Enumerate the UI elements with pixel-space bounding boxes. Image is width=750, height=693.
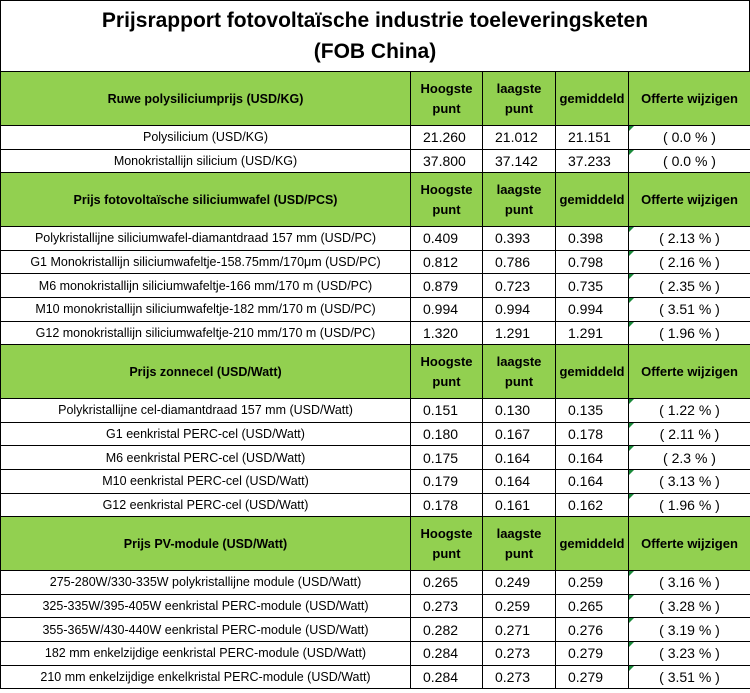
average-price-cell: 0.164 [556,469,629,493]
high-price-cell: 0.175 [411,446,483,470]
average-price-cell: 0.178 [556,422,629,446]
high-price-cell: 37.800 [411,149,483,173]
column-header-high: Hoogste punt [411,517,483,571]
section-heading: Prijs PV-module (USD/Watt) [1,517,411,571]
column-header-low: laagste punt [483,173,556,227]
price-change-cell: ( 0.0 % ) [629,149,750,173]
table-row [1,126,750,150]
section-heading: Prijs zonnecel (USD/Watt) [1,345,411,399]
price-change-cell: ( 2.11 % ) [629,422,750,446]
average-price-cell: 0.265 [556,594,629,618]
high-price-cell: 0.994 [411,297,483,321]
low-price-cell: 1.291 [483,321,556,345]
average-price-cell: 0.162 [556,493,629,517]
report-title-line2: (FOB China) [313,40,437,63]
price-change-cell: ( 1.96 % ) [629,321,750,345]
column-header-change: Offerte wijzigen [629,517,750,571]
high-price-cell: 0.179 [411,469,483,493]
table-row [1,321,750,345]
high-price-cell: 0.812 [411,250,483,274]
table-row [1,665,750,689]
section-heading: Ruwe polysiliciumprijs (USD/KG) [1,72,411,126]
price-change-cell: ( 1.96 % ) [629,493,750,517]
price-change-cell: ( 3.28 % ) [629,594,750,618]
product-label: 210 mm enkelzijdige enkelkristal PERC-module (USD/Watt) [1,665,411,689]
table-row [1,571,750,595]
column-header-high: Hoogste punt [411,345,483,399]
table-row [1,618,750,642]
low-price-cell: 0.994 [483,297,556,321]
column-header-average: gemiddeld [556,517,629,571]
product-label: G12 monokristallijn siliciumwafeltje-210 mm/170 m (USD/PC) [1,321,411,345]
column-header-low: laagste punt [483,345,556,399]
table-row [1,594,750,618]
column-header-average: gemiddeld [556,345,629,399]
low-price-cell: 0.786 [483,250,556,274]
table-row [1,250,750,274]
low-price-cell: 0.259 [483,594,556,618]
section-header-row [1,173,750,227]
low-price-cell: 0.249 [483,571,556,595]
high-price-cell: 21.260 [411,126,483,150]
column-header-average: gemiddeld [556,72,629,126]
table-row [1,469,750,493]
table-row [1,399,750,423]
table-row [1,493,750,517]
low-price-cell: 0.161 [483,493,556,517]
low-price-cell: 0.273 [483,641,556,665]
section-header-row [1,345,750,399]
average-price-cell: 0.735 [556,274,629,298]
column-header-average: gemiddeld [556,173,629,227]
high-price-cell: 0.273 [411,594,483,618]
low-price-cell: 0.273 [483,665,556,689]
high-price-cell: 1.320 [411,321,483,345]
product-label: Monokristallijn silicium (USD/KG) [1,149,411,173]
product-label: 355-365W/430-440W eenkristal PERC-module (USD/Watt) [1,618,411,642]
column-header-change: Offerte wijzigen [629,345,750,399]
column-header-change: Offerte wijzigen [629,173,750,227]
high-price-cell: 0.409 [411,227,483,251]
low-price-cell: 0.130 [483,399,556,423]
price-change-cell: ( 3.23 % ) [629,641,750,665]
average-price-cell: 0.279 [556,641,629,665]
high-price-cell: 0.282 [411,618,483,642]
average-price-cell: 0.135 [556,399,629,423]
product-label: Polysilicium (USD/KG) [1,126,411,150]
price-change-cell: ( 2.13 % ) [629,227,750,251]
column-header-change: Offerte wijzigen [629,72,750,126]
average-price-cell: 21.151 [556,126,629,150]
high-price-cell: 0.284 [411,665,483,689]
low-price-cell: 0.167 [483,422,556,446]
section-header-row [1,72,750,126]
table-row [1,641,750,665]
product-label: G12 eenkristal PERC-cel (USD/Watt) [1,493,411,517]
low-price-cell: 0.164 [483,469,556,493]
column-header-low: laagste punt [483,517,556,571]
average-price-cell: 1.291 [556,321,629,345]
low-price-cell: 0.393 [483,227,556,251]
high-price-cell: 0.178 [411,493,483,517]
low-price-cell: 21.012 [483,126,556,150]
average-price-cell: 0.259 [556,571,629,595]
column-header-high: Hoogste punt [411,173,483,227]
price-table [0,71,750,689]
product-label: M6 monokristallijn siliciumwafeltje-166 mm/170 m (USD/PC) [1,274,411,298]
low-price-cell: 0.723 [483,274,556,298]
low-price-cell: 0.271 [483,618,556,642]
product-label: G1 Monokristallijn siliciumwafeltje-158.75mm/170μm (USD/PC) [1,250,411,274]
product-label: Polykristallijne cel-diamantdraad 157 mm (USD/Watt) [1,399,411,423]
price-change-cell: ( 3.19 % ) [629,618,750,642]
table-row [1,446,750,470]
price-change-cell: ( 3.51 % ) [629,297,750,321]
column-header-low: laagste punt [483,72,556,126]
price-change-cell: ( 2.3 % ) [629,446,750,470]
low-price-cell: 37.142 [483,149,556,173]
price-change-cell: ( 2.16 % ) [629,250,750,274]
high-price-cell: 0.180 [411,422,483,446]
high-price-cell: 0.151 [411,399,483,423]
product-label: 275-280W/330-335W polykristallijne module (USD/Watt) [1,571,411,595]
product-label: Polykristallijne siliciumwafel-diamantdraad 157 mm (USD/PC) [1,227,411,251]
report-title-line1: Prijsrapport fotovoltaïsche industrie toeleveringsketen [101,9,649,32]
table-row [1,274,750,298]
table-row [1,422,750,446]
column-header-high: Hoogste punt [411,72,483,126]
table-row [1,149,750,173]
average-price-cell: 0.164 [556,446,629,470]
product-label: M10 eenkristal PERC-cel (USD/Watt) [1,469,411,493]
average-price-cell: 0.276 [556,618,629,642]
high-price-cell: 0.284 [411,641,483,665]
average-price-cell: 0.398 [556,227,629,251]
low-price-cell: 0.164 [483,446,556,470]
report-title [0,0,750,72]
table-row [1,227,750,251]
section-header-row [1,517,750,571]
product-label: G1 eenkristal PERC-cel (USD/Watt) [1,422,411,446]
price-change-cell: ( 3.13 % ) [629,469,750,493]
average-price-cell: 0.798 [556,250,629,274]
price-change-cell: ( 3.16 % ) [629,571,750,595]
product-label: M10 monokristallijn siliciumwafeltje-182 mm/170 m (USD/PC) [1,297,411,321]
section-heading: Prijs fotovoltaïsche siliciumwafel (USD/PCS) [1,173,411,227]
high-price-cell: 0.265 [411,571,483,595]
price-change-cell: ( 2.35 % ) [629,274,750,298]
price-change-cell: ( 3.51 % ) [629,665,750,689]
table-row [1,297,750,321]
average-price-cell: 0.279 [556,665,629,689]
price-change-cell: ( 0.0 % ) [629,126,750,150]
average-price-cell: 37.233 [556,149,629,173]
product-label: 325-335W/395-405W eenkristal PERC-module (USD/Watt) [1,594,411,618]
high-price-cell: 0.879 [411,274,483,298]
average-price-cell: 0.994 [556,297,629,321]
product-label: M6 eenkristal PERC-cel (USD/Watt) [1,446,411,470]
product-label: 182 mm enkelzijdige eenkristal PERC-module (USD/Watt) [1,641,411,665]
price-change-cell: ( 1.22 % ) [629,399,750,423]
